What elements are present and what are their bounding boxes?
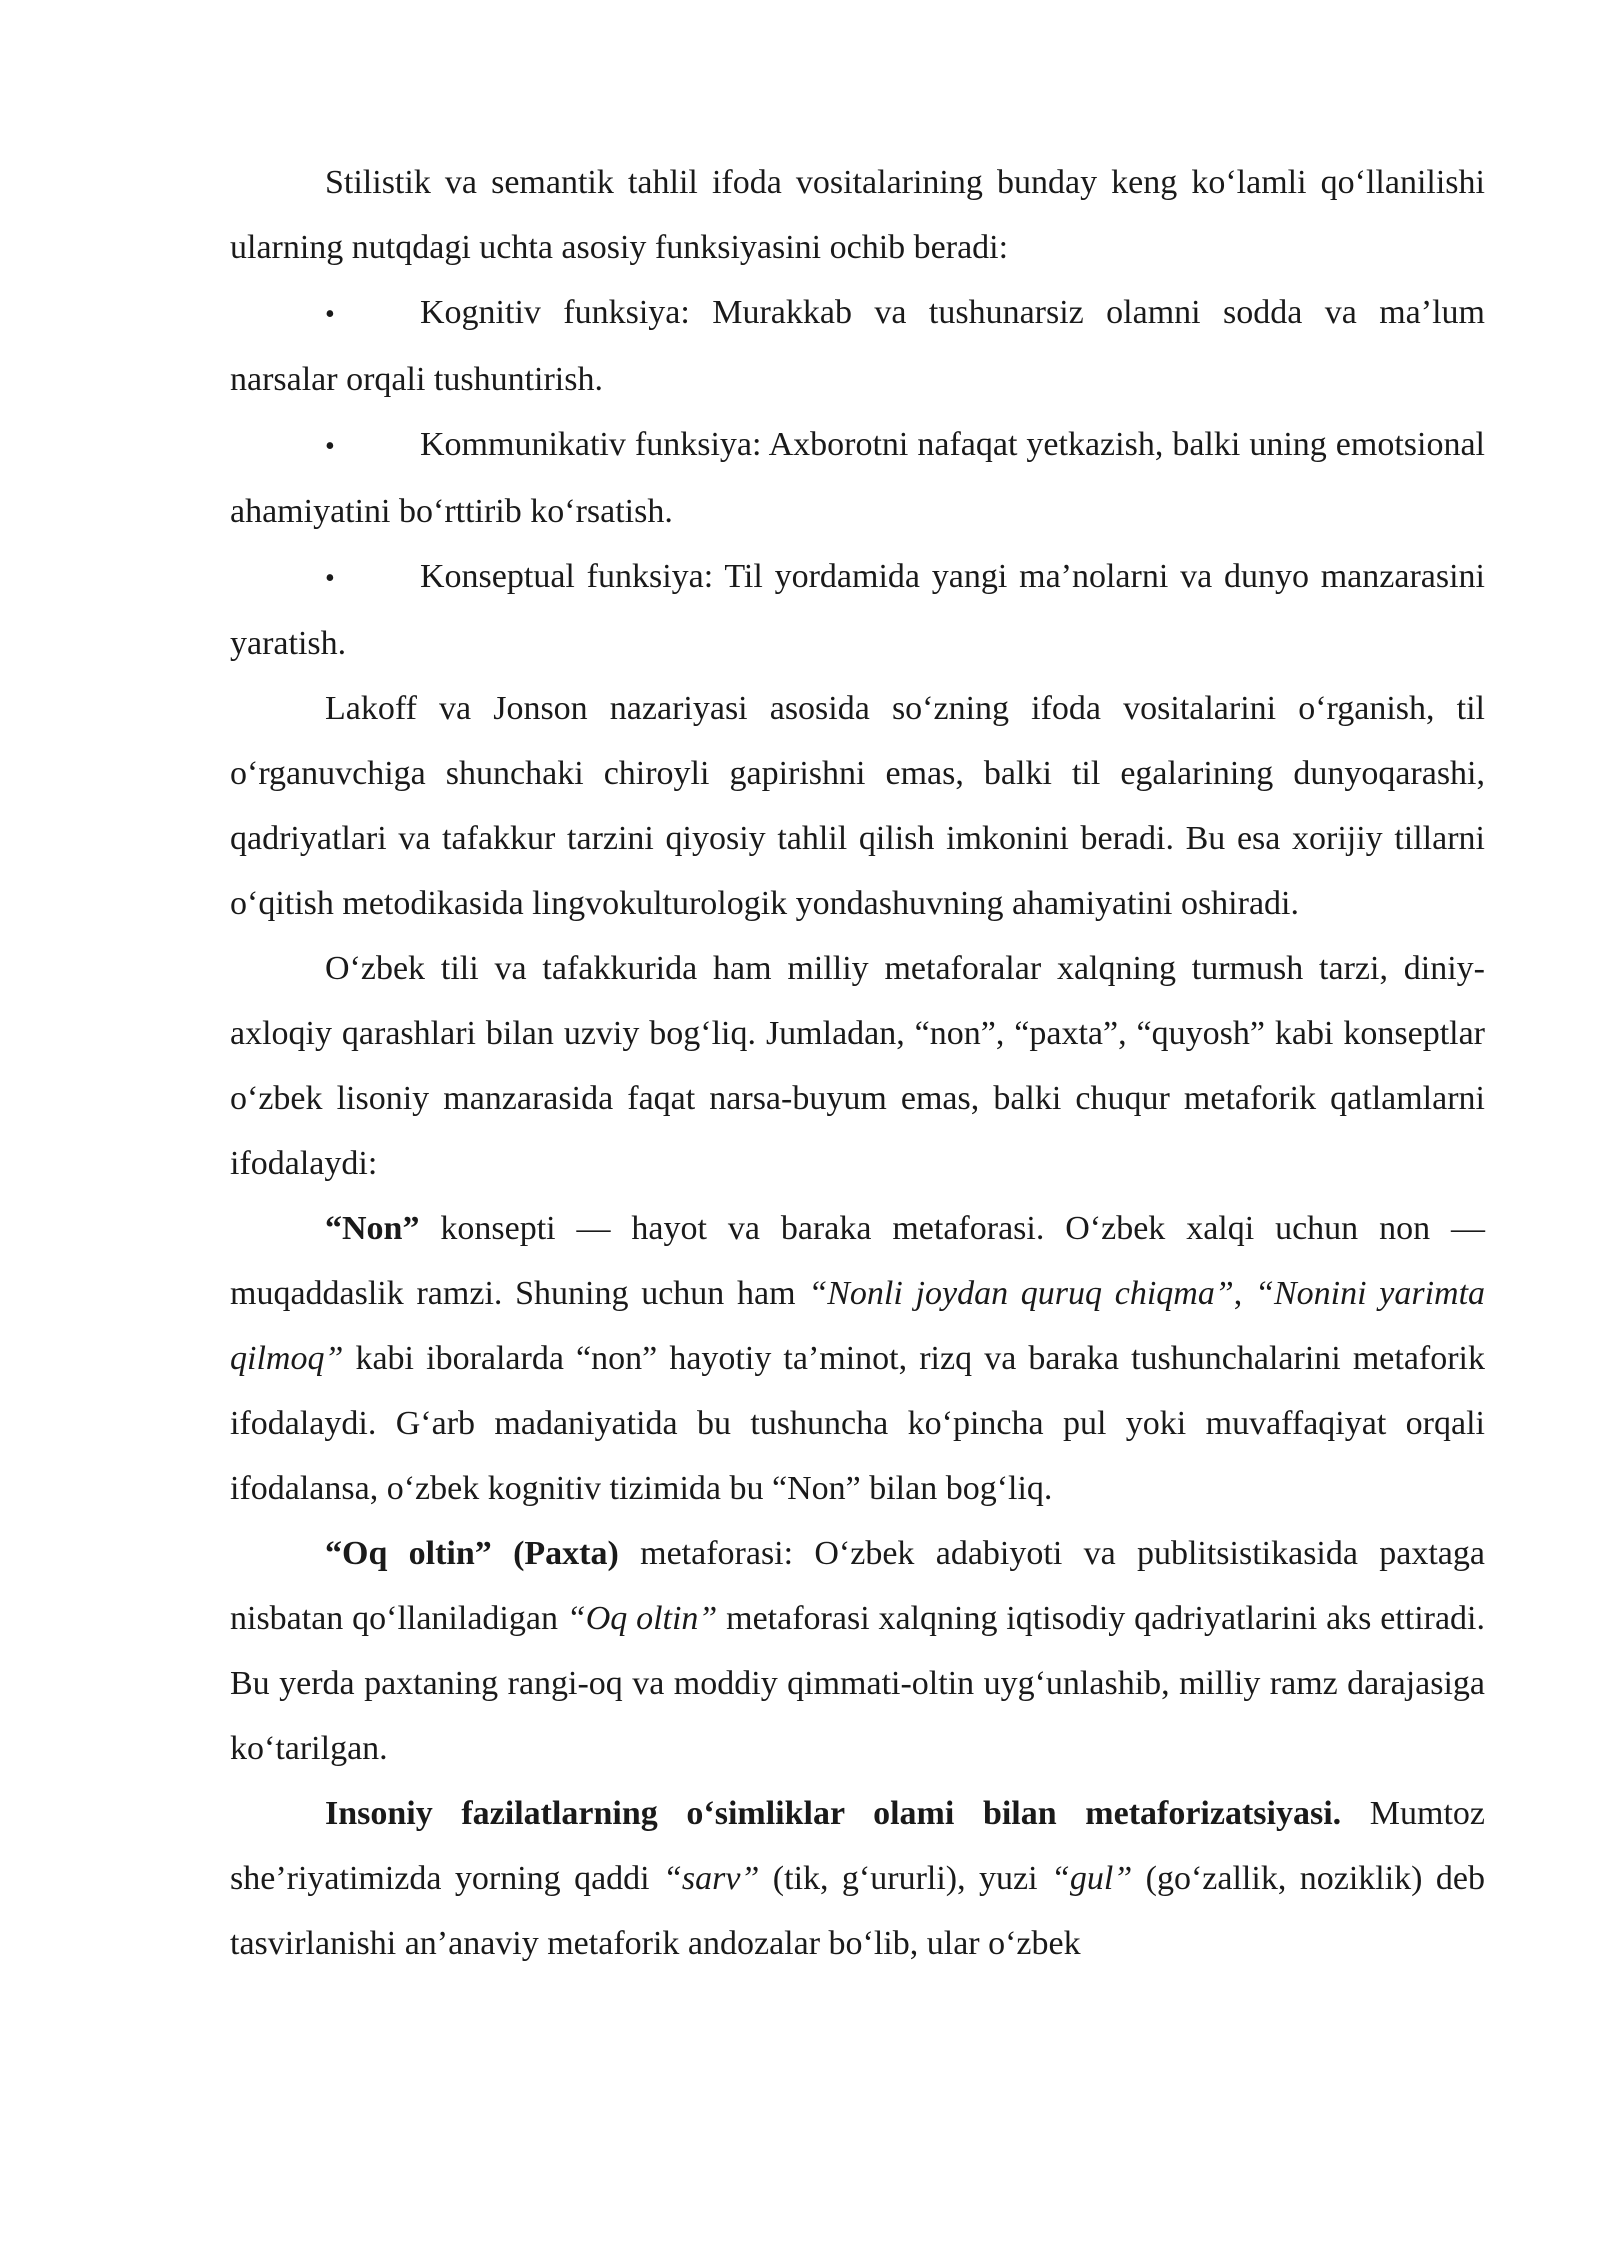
document-page	[230, 150, 1485, 1976]
text-run: metaforasi xalqning iqtisodiy qadriyatlarini aks ettiradi. Bu yerda paxtaning rangi-oq va moddiy qimmati-oltin uyg‘unlashib, milliy ramz darajasiga ko‘tarilgan.	[230, 1600, 1486, 1767]
list-item-text: Konseptual funksiya: Til yordamida yangi ma’nolarni va dunyo manzarasini yaratish.	[230, 558, 1485, 662]
paragraph-uzbek-metaphors: O‘zbek tili va tafakkurida ham milliy metaforalar xalqning turmush tarzi, diniy-axloqiy qarashlari bilan uzviy bog‘liq. Jumladan, “non”, “paxta”, “quyosh” kabi konseptlar o‘zbek lisoniy manzarasida faqat narsa-buyum emas, balki chuqur metaforik qatlamlarni ifodalaydi:	[230, 950, 1485, 1182]
paragraph-oq-oltin	[230, 1521, 1485, 1781]
text-run: kabi iboralarda “non” hayotiy ta’minot, rizq va baraka tushunchalarini metaforik ifodalaydi. G‘arb madaniyatida bu tushuncha ko‘pincha pul yoki muvaffaqiyat orqali ifodalansa, o‘zbek kognitiv tizimida bu “Non” bilan bog‘liq.	[230, 1340, 1485, 1507]
list-item	[230, 412, 1485, 544]
idiom-quote: “sarv”	[663, 1860, 760, 1897]
text-run: Mumtoz she’riyatimizda yorning qaddi	[230, 1795, 1486, 1897]
paragraph-non	[230, 1196, 1485, 1521]
text-run: (go‘zallik, noziklik) deb tasvirlanishi an’anaviy metaforik andozalar bo‘lib, ular o‘zbek	[230, 1860, 1485, 1962]
list-item	[230, 544, 1485, 676]
bullet-icon: •	[325, 563, 335, 594]
text-run: metaforasi: O‘zbek adabiyoti va publitsistikasida paxtaga nisbatan qo‘llaniladigan	[230, 1535, 1485, 1637]
term-oq-oltin: “Oq oltin” (Paxta)	[325, 1535, 619, 1572]
term-insoniy: Insoniy fazilatlarning o‘simliklar olami bilan metaforizatsiyasi.	[325, 1795, 1342, 1832]
idiom-quote: “Nonini yarimta qilmoq”	[230, 1275, 1486, 1377]
paragraph-insoniy	[230, 1781, 1485, 1976]
bullet-icon: •	[325, 431, 335, 462]
text-run: ,	[1233, 1275, 1256, 1312]
idiom-quote: “gul”	[1050, 1860, 1133, 1897]
term-non: “Non”	[325, 1210, 420, 1247]
idiom-quote: “Nonli joydan quruq chiqma”	[808, 1275, 1234, 1312]
list-item	[230, 280, 1485, 412]
text-run: (tik, g‘ururli), yuzi	[759, 1860, 1051, 1897]
list-item-text: Kognitiv funksiya: Murakkab va tushunarsiz olamni sodda va ma’lum narsalar orqali tushuntirish.	[230, 294, 1485, 398]
bullet-icon: •	[325, 299, 335, 330]
list-item-text: Kommunikativ funksiya: Axborotni nafaqat yetkazish, balki uning emotsional ahamiyatini bo‘rttirib ko‘rsatish.	[230, 426, 1485, 530]
idiom-quote: “Oq oltin”	[566, 1600, 718, 1637]
text-run: konsepti — hayot va baraka metaforasi. O‘zbek xalqi uchun non — muqaddaslik ramzi. Shuning uchun ham	[230, 1210, 1485, 1312]
paragraph-lakoff: Lakoff va Jonson nazariyasi asosida so‘zning ifoda vositalarini o‘rganish, til o‘rganuvchiga shunchaki chiroyli gapirishni emas, balki til egalarining dunyoqarashi, qadriyatlari va tafakkur tarzini qiyosiy tahlil qilish imkonini beradi. Bu esa xorijiy tillarni o‘qitish metodikasida lingvokulturologik yondashuvning ahamiyatini oshiradi.	[230, 690, 1485, 922]
paragraph-intro: Stilistik va semantik tahlil ifoda vositalarining bunday keng ko‘lamli qo‘llanilishi ularning nutqdagi uchta asosiy funksiyasini ochib beradi:	[230, 164, 1485, 266]
